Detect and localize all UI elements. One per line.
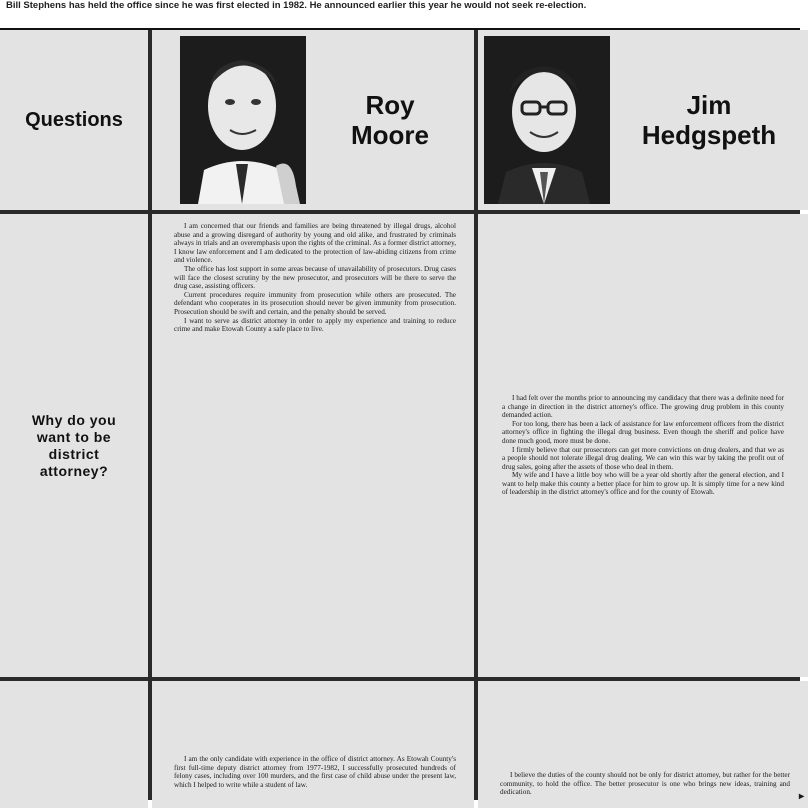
intro-text: Bill Stephens has held the office since he was first elected in 1982. He announced earlier this year he would not seek re-election. <box>0 0 800 30</box>
question-row2 <box>0 681 148 808</box>
question-why-district-attorney: Why do you want to be district attorney? <box>0 214 148 677</box>
answer-paragraph: For too long, there has been a lack of assistance for law enforcement officers from the district attorney's office in fighting the illegal drug business. Even though the sheriff and police have done much good, more must be done. <box>502 419 784 445</box>
candidate-photo-moore <box>180 36 306 204</box>
candidate-name-line1: Roy <box>365 90 415 120</box>
answer-paragraph: Current procedures require immunity from prosecution while others are prosecuted. The defendant who cooperates in its prosecution should never be given immunity from prosecution. Prosecution should be swift and certain, and the penalty should be served. <box>174 290 456 316</box>
answer-hedgspeth-row1 <box>478 214 808 677</box>
candidate-name-line2: Hedgspeth <box>641 120 777 150</box>
candidate-name-moore <box>306 30 474 210</box>
answer-paragraph: I am concerned that our friends and families are being threatened by illegal drugs, alcohol abuse and a growing disregard of authority by young and old alike, and frustrated by criminals always in trials and an overemphasis upon the rights of the criminal. As a former district attorney, I know law enforcement and I am dedicated to the protection of law-abiding citizens from crime and violence. <box>174 222 456 265</box>
questions-header: Questions <box>0 30 148 210</box>
candidate-photo-hedgspeth <box>484 36 610 204</box>
answer-paragraph: The office has lost support in some areas because of unavailability of prosecutors. Drug cases will face the closest scrutiny by the new prosecutor, and prosecutors will be there to serve the drug case, assisting officers. <box>174 264 456 291</box>
answer-paragraph: I am the only candidate with experience in the office of district attorney. As Etowah County's first full-time deputy district attorney from 1977-1982, I successfully prosecuted hundreds of felony cases, including over 100 murders, and the first case of child abuse under the present law, which I helped to write while a student of law. <box>174 755 456 789</box>
candidate-name-line2: Moore <box>351 120 429 150</box>
candidate-header-hedgspeth <box>478 30 808 210</box>
continuation-mark: ▸ <box>798 791 804 803</box>
candidate-header-moore <box>152 30 474 210</box>
answer-paragraph: I had felt over the months prior to announcing my candidacy that there was a definite need for a change in direction in the district attorney's office. The growing drug problem in this county demanded action. <box>502 393 784 420</box>
answer-moore-row1 <box>152 214 474 677</box>
answer-moore-row2 <box>152 681 474 808</box>
candidate-comparison-table <box>0 30 804 803</box>
answer-paragraph: My wife and I have a little boy who will be a year old shortly after the general election, and I want to help make this county a better place for him to grow up. It is simply time for a new kind of leadership in the district attorney's office and for the county of Etowah. <box>502 471 784 497</box>
candidate-name-line1: Jim <box>686 90 732 120</box>
candidate-name-hedgspeth <box>610 30 808 210</box>
answer-paragraph: I believe the duties of the county should not be only for district attorney, but rather for the better community, to hold the office. The better prosecutor is one who brings new ideas, training and dedication. <box>500 771 790 797</box>
answer-hedgspeth-row2 <box>478 681 808 808</box>
answer-paragraph: I firmly believe that our prosecutors can get more convictions on drug dealers, and that we as a people should not tolerate illegal drug dealing. We can win this war by taking the profit out of drug sales, going after the assets of those who deal in them. <box>502 445 784 471</box>
answer-paragraph: I want to serve as district attorney in order to apply my experience and training to reduce crime and make Etowah County a safe place to live. <box>174 316 456 334</box>
